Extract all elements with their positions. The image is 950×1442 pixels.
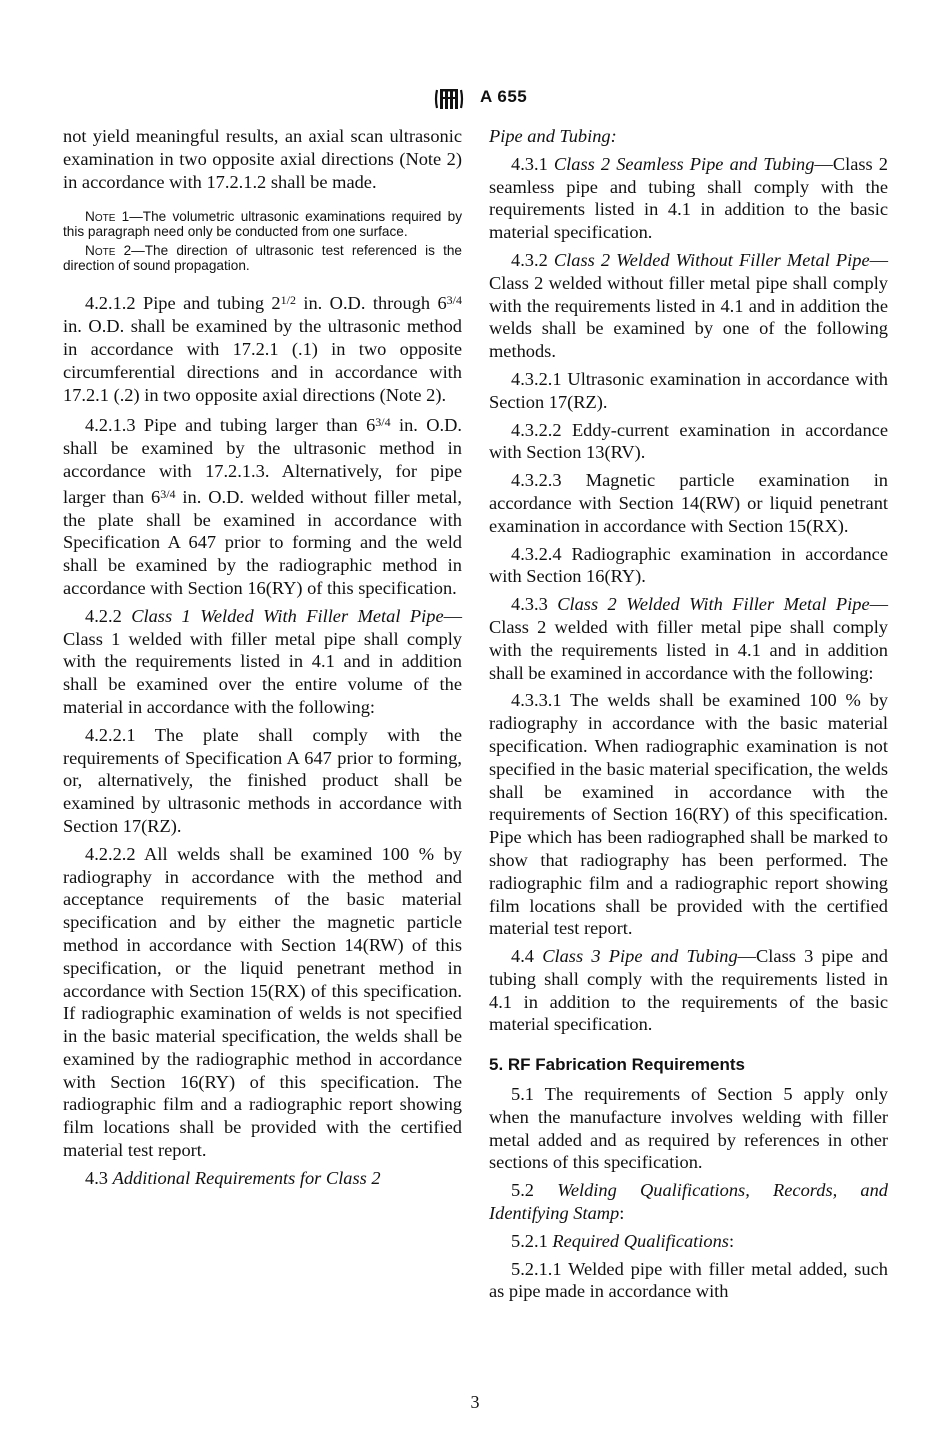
text-run: —Class 2 welded without filler metal pipe shall comply with the requirements listed in 4.1 and in addition the welds shall be examined by one of the following methods. xyxy=(489,249,888,362)
section-title: Class 3 Pipe and Tubing xyxy=(542,946,738,967)
left-column xyxy=(63,125,462,1195)
paragraph-4-3-2-4: 4.3.2.4 Radiographic examination in accordance with Section 16(RY). xyxy=(489,543,888,587)
page-header xyxy=(0,86,950,116)
section-number: 4.3.2 xyxy=(511,249,554,270)
section-title: Required Qualifications xyxy=(552,1230,729,1251)
fraction: 1/2 xyxy=(280,293,296,308)
paragraph-4-2-1-3 xyxy=(63,411,462,599)
text-run: in. O.D. through 6 xyxy=(295,293,447,314)
paragraph-4-2-2 xyxy=(63,605,462,719)
section-number: 4.4 xyxy=(511,946,543,967)
section-title: Class 1 Welded With Filler Metal Pipe xyxy=(131,605,444,626)
text-run: in. O.D. shall be examined by the ultrasonic method in accordance with 17.2.1.3. Alternatively, for pipe larger than 6 xyxy=(63,415,462,507)
section-number: 5.2.1 xyxy=(511,1230,553,1251)
right-column xyxy=(489,125,888,1308)
paragraph-4-4 xyxy=(489,945,888,1036)
note-label: Note 1 xyxy=(85,209,130,225)
text-run: : xyxy=(619,1203,625,1224)
text-run: 4.2.1.3 Pipe and tubing larger than 6 xyxy=(85,415,376,436)
section-title: Class 2 Welded Without Filler Metal Pipe xyxy=(553,249,870,270)
section-heading-5: 5. RF Fabrication Requirements xyxy=(489,1055,745,1075)
astm-logo-icon xyxy=(434,86,464,112)
text-run: —Class 1 welded with filler metal pipe shall comply with the requirements listed in 4.1 and in addition shall be examined over the entire volume of the material in accordance with the following: xyxy=(63,605,462,717)
text-run: —Class 2 seamless pipe and tubing shall comply with the requirements listed in 4.1 in addition to the basic material specification. xyxy=(489,153,888,243)
page-number: 3 xyxy=(470,1392,480,1412)
fraction: 3/4 xyxy=(375,415,391,430)
section-title: Welding Qualifications, Records, and Identifying Stamp xyxy=(489,1180,888,1224)
note-text: —The volumetric ultrasonic examinations required by this paragraph need only be conducted from one surface. xyxy=(63,209,462,240)
section-title: Class 2 Welded With Filler Metal Pipe xyxy=(557,594,870,615)
paragraph-4-2-1-2 xyxy=(63,289,462,406)
standard-designation: A 655 xyxy=(480,87,528,106)
paragraph-4-2-2-1: 4.2.2.1 The plate shall comply with the requirements of Specification A 647 prior to forming, or, alternatively, the finished product shall be examined by ultrasonic methods in accordance with Section 17(RZ). xyxy=(63,724,462,836)
section-number: 4.2.2 xyxy=(85,605,132,626)
paragraph-4-3 xyxy=(63,1167,462,1190)
paragraph-5-2 xyxy=(489,1179,888,1225)
paragraph-5-1: 5.1 The requirements of Section 5 apply only when the manufacture involves welding with filler metal added and as required by references in other sections of this specification. xyxy=(489,1084,888,1173)
paragraph-4-3-2-1: 4.3.2.1 Ultrasonic examination in accordance with Section 17(RZ). xyxy=(489,368,888,412)
text-run: in. O.D. shall be examined by the ultrasonic method in accordance with 17.2.1 (.1) in two opposite circumferential directions and in accordance with 17.2.1 (.2) in two opposite axial directions (Note 2). xyxy=(63,316,462,405)
text-run: —Class 2 welded with filler metal pipe shall comply with the requirements listed in 4.1 and in addition shall be examined in accordance with the following: xyxy=(489,594,888,683)
section-title: Additional Requirements for Class 2 xyxy=(112,1167,381,1188)
paragraph-4-3-1 xyxy=(489,153,888,244)
paragraph-5-2-1-1: 5.2.1.1 Welded pipe with filler metal added, such as pipe made in accordance with xyxy=(489,1258,888,1302)
paragraph-4-3-3 xyxy=(489,593,888,684)
text-run: in. O.D. welded without filler metal, the plate shall be examined in accordance with Specification A 647 prior to forming and the weld shall be examined by the radiographic method in accordance with Section 16(RY) of this specification. xyxy=(63,486,462,598)
section-number: 4.3.1 xyxy=(511,153,554,174)
section-number: 4.3.3 xyxy=(511,594,558,615)
text-run: : xyxy=(728,1230,735,1251)
paragraph: not yield meaningful results, an axial scan ultrasonic examination in two opposite axial directions (Note 2) in accordance with 17.2.1.2 shall be made. xyxy=(63,126,462,192)
note-1 xyxy=(63,209,462,239)
paragraph-4-2-2-2: 4.2.2.2 All welds shall be examined 100 % by radiography in accordance with the method and acceptance requirements of the basic material specification and by either the magnetic particle method in accordance with Section 14(RW) of this specification, or the liquid penetrant method in accordance with Section 15(RX) of this specification. If radiographic examination of welds is not specified in the basic material specification, the welds shall be examined by the radiographic method in accordance with Section 16(RY) of this specification. The radiographic film and a radiographic report showing film locations shall be provided with the certified material test report. xyxy=(63,843,462,1161)
fraction: 3/4 xyxy=(160,486,176,501)
paragraph-4-3-3-1: 4.3.3.1 The welds shall be examined 100 % by radiography in accordance with the basic material specification. When radiographic examination is not specified in the basic material specification, the welds shall be examined in accordance with the requirements of Section 16(RY) of this specification. Pipe which has been radiographed shall be marked to show that radiography has been performed. The radiographic film and a radiographic report showing film locations shall be provided with the certified material test report. xyxy=(489,690,888,939)
note-2 xyxy=(63,243,462,273)
fraction: 3/4 xyxy=(446,293,462,308)
paragraph-4-3-2-2: 4.3.2.2 Eddy-current examination in accordance with Section 13(RV). xyxy=(489,419,888,463)
text-run: —Class 3 pipe and tubing shall comply with the requirements listed in 4.1 in addition to the requirements of the basic material specification. xyxy=(489,946,888,1035)
note-text: —The direction of ultrasonic test referenced is the direction of sound propagation. xyxy=(63,243,462,274)
text-run: 4.2.1.2 Pipe and tubing 2 xyxy=(85,293,281,314)
paragraph-4-3-2 xyxy=(489,249,888,363)
section-title: Class 2 Seamless Pipe and Tubing xyxy=(553,153,815,174)
paragraph-4-3-continued xyxy=(489,125,888,148)
section-title: Pipe and Tubing: xyxy=(489,126,617,146)
note-label: Note 2 xyxy=(85,243,132,259)
section-number: 4.3 xyxy=(85,1167,113,1188)
paragraph-5-2-1 xyxy=(489,1230,888,1253)
paragraph-4-3-2-3: 4.3.2.3 Magnetic particle examination in accordance with Section 14(RW) or liquid penetrant examination in accordance with Section 15(RX). xyxy=(489,470,888,536)
section-number: 5.2 xyxy=(511,1180,558,1201)
